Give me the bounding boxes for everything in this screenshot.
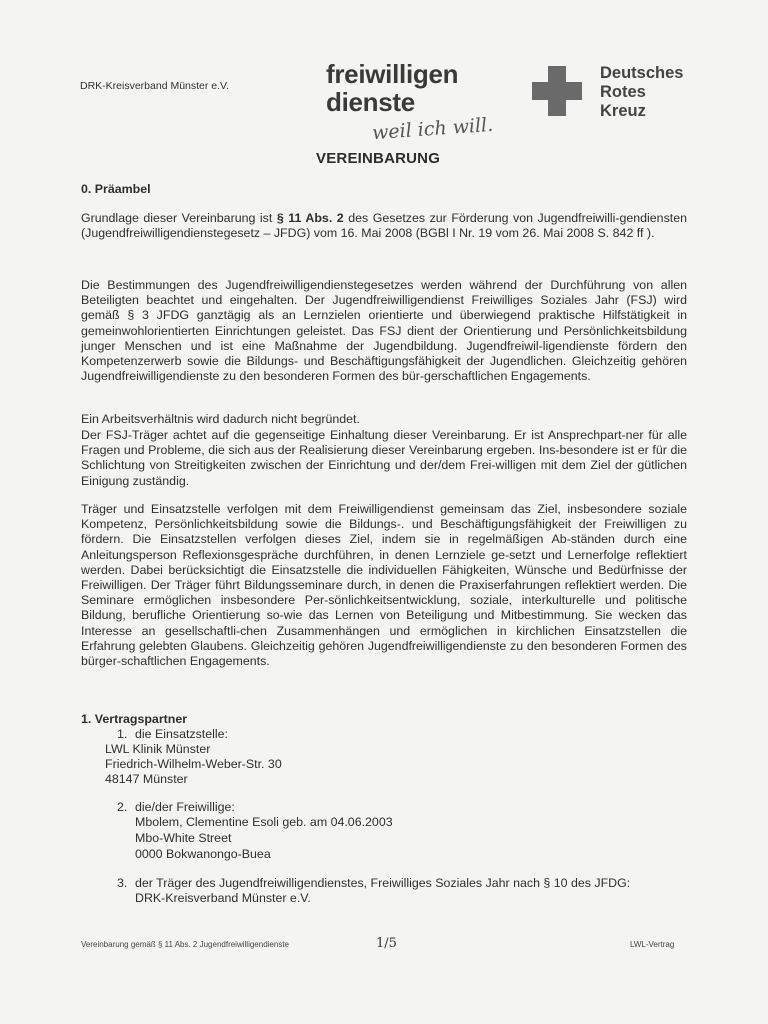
red-cross-icon: [532, 66, 582, 116]
partner-2-name: Mbolem, Clementine Esoli geb. am 04.06.2003: [135, 815, 393, 829]
drk-line-2: Rotes: [600, 83, 646, 101]
drk-line-1: Deutsches: [600, 64, 684, 82]
drk-line-3: Kreuz: [600, 102, 646, 120]
preamble-paragraph-4: Träger und Einsatzstelle verfolgen mit dem Freiwilligendienst gemeinsam das Ziel, insbesondere soziale Kompetenz, Persönlichkeitsbildung sowie die Bildungs-. und Beschäftigungsfähigkeit der Freiwilligen zu fördern. Die Einsatzstellen verfolgen dieses Ziel, indem sie in regelmäßigen Ab-ständen durch eine Anleitungsperson Reflexionsgespräche durchführen, in denen Lernziele ge-setzt und Lernerfolge reflektiert werden. Dabei berücksichtigt die Einsatzstelle die individuellen Fähigkeiten, Wünsche und Bedürfnisse der Freiwilligen. Der Träger führt Bildungsseminare durch, in denen die Praxiserfahrungen reflektiert werden. Die Seminare ermöglichen insbesondere Per-sönlichkeitsentwicklung, soziale, interkulturelle und politische Bildung, berufliche Orientierung so-wie das Lernen von Beteiligung und Mitbestimmung. Sie wecken das Interesse an gesellschaftli-chen Zusammenhängen und ermöglichen in kirchlichen Einsatzstellen die Erfahrung gelebten Glaubens. Gleichzeitig gehören Jugendfreiwilligendienste zu den besonderen Formen des bürger-schaftlichen Engagements.: [81, 502, 687, 669]
logo-slogan: weil ich will.: [371, 113, 494, 145]
partner-1-city: 48147 Münster: [105, 772, 188, 786]
section-1-heading: 1. Vertragspartner: [81, 712, 188, 726]
p1-legal-reference: § 11 Abs. 2: [276, 211, 344, 225]
preamble-paragraph-1: [81, 211, 687, 241]
section-0-heading: 0. Präambel: [81, 182, 151, 196]
p1-text-end: des Gesetzes zur Förderung von Jugendfreiwilli-gendiensten (Jugendfreiwilligendienstegesetz – JFDG) vom 16. Mai 2008 (BGBl I Nr. 19 vom 26. Mai 2008 S. 842 ff ).: [81, 211, 687, 241]
footer-right-text: LWL-Vertrag: [630, 940, 675, 949]
partner-3-line-2: DRK-Kreisverband Münster e.V.: [135, 891, 311, 905]
partner-1-street: Friedrich-Wilhelm-Weber-Str. 30: [105, 757, 282, 771]
preamble-paragraph-2: Die Bestimmungen des Jugendfreiwilligendienstegesetzes werden während der Durchführung von allen Beteiligten beachtet und eingehalten. Der Jugendfreiwilligendienst Freiwilliges Soziales Jahr (FSJ) wird gemäß § 3 JFDG ganztägig als an Lernzielen orientierte und überwiegend praktische Hilfstätigkeit in gemeinwohlorientierten Einrichtungen geleistet. Das FSJ dient der Orientierung und Persönlichkeitsbildung junger Menschen und ist eine Maßnahme der Jugendbildung. Jugendfreiwil-ligendienste fördern den Kompetenzerwerb sowie die Bildungs- und Beschäftigungsfähigkeit der Jugendlichen. Gleichzeitig gehören Jugendfreiwilligendienste zu den besonderen Formen des bür-gerschaftlichen Engagements.: [81, 278, 687, 384]
preamble-paragraph-3b: Der FSJ-Träger achtet auf die gegenseitige Einhaltung dieser Vereinbarung. Er ist Ansprechpart-ner für alle Fragen und Probleme, die sich aus der Realisierung dieser Vereinbarung ergeben. Ins-besondere ist er für die Schlichtung von Streitigkeiten zwischen der Einrichtung und der/dem Frei-willigen mit dem Ziel der gütlichen Einigung zuständig.: [81, 428, 687, 488]
drk-logo-text: [600, 64, 683, 121]
partner-1-number: 1.: [117, 727, 128, 741]
document-title: VEREINBARUNG: [316, 150, 441, 167]
partner-1-name: LWL Klinik Münster: [105, 742, 211, 756]
freiwilligendienste-logo: [326, 60, 516, 150]
logo-line-1: freiwilligen: [326, 59, 459, 89]
footer-left-text: Vereinbarung gemäß § 11 Abs. 2 Jugendfreiwilligendienste: [81, 940, 289, 949]
partner-2-city: 0000 Bokwanongo-Buea: [135, 847, 271, 861]
organization-name: DRK-Kreisverband Münster e.V.: [80, 80, 230, 92]
partner-2-street: Mbo-White Street: [135, 831, 232, 845]
partner-3-number: 3.: [117, 876, 128, 890]
logo-line-2: dienste: [326, 87, 415, 117]
partner-2-label: die/der Freiwillige:: [135, 800, 235, 814]
preamble-paragraph-3a: Ein Arbeitsverhältnis wird dadurch nicht begründet.: [81, 412, 360, 426]
partner-3-line-1: der Träger des Jugendfreiwilligendienstes, Freiwilliges Soziales Jahr nach § 10 des JFDG:: [135, 876, 631, 890]
partner-2-number: 2.: [117, 800, 128, 814]
partner-1-label: die Einsatzstelle:: [135, 727, 228, 741]
p1-text-start: Grundlage dieser Vereinbarung ist: [81, 211, 277, 225]
page-number: 1/5: [376, 936, 397, 951]
